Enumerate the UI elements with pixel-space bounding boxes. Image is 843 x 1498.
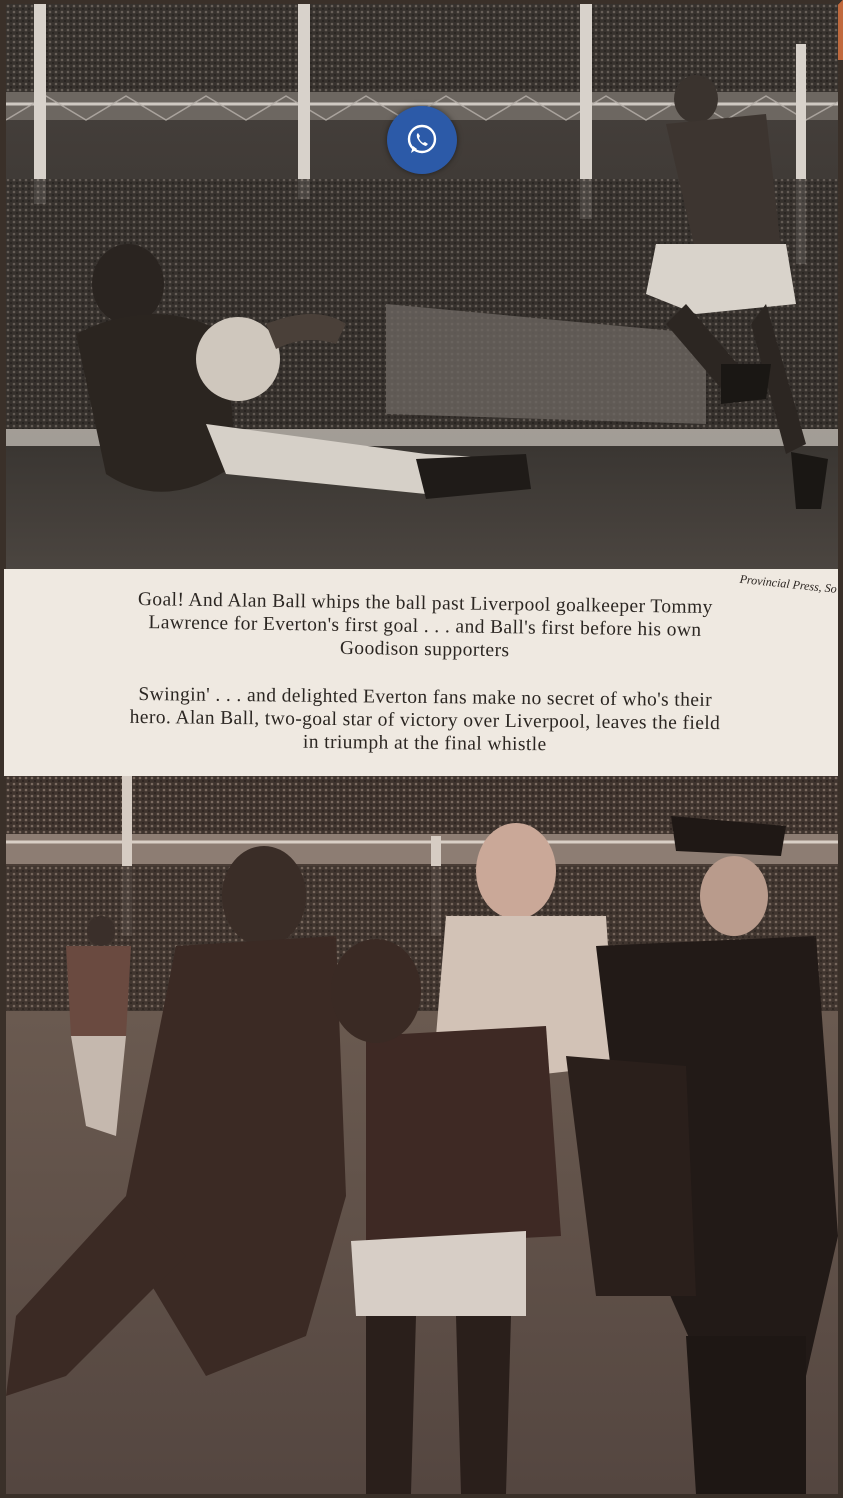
caption-celebration-line-3: in triumph at the final whistle xyxy=(302,731,547,756)
whatsapp-share-button[interactable] xyxy=(387,106,457,174)
caption-celebration xyxy=(60,682,791,759)
caption-celebration-line-1: Swingin' . . . and delighted Everton fans make no secret of who's their xyxy=(138,683,713,712)
top-photo-goal xyxy=(6,4,838,569)
whatsapp-icon xyxy=(402,120,442,160)
caption-goal-line-3: Goodison supporters xyxy=(339,637,510,662)
caption-goal-line-1: Goal! And Alan Ball whips the ball past Liverpool goalkeeper Tommy xyxy=(137,588,713,619)
caption-goal-line-2: Lawrence for Everton's first goal . . . and Ball's first before his own xyxy=(148,612,702,641)
bottom-photo-celebration xyxy=(6,776,838,1494)
photo-credit: Provincial Press, So xyxy=(738,571,837,596)
caption-goal xyxy=(60,587,791,666)
caption-celebration-line-2: hero. Alan Ball, two-goal star of victory over Liverpool, leaves the field xyxy=(129,706,721,735)
